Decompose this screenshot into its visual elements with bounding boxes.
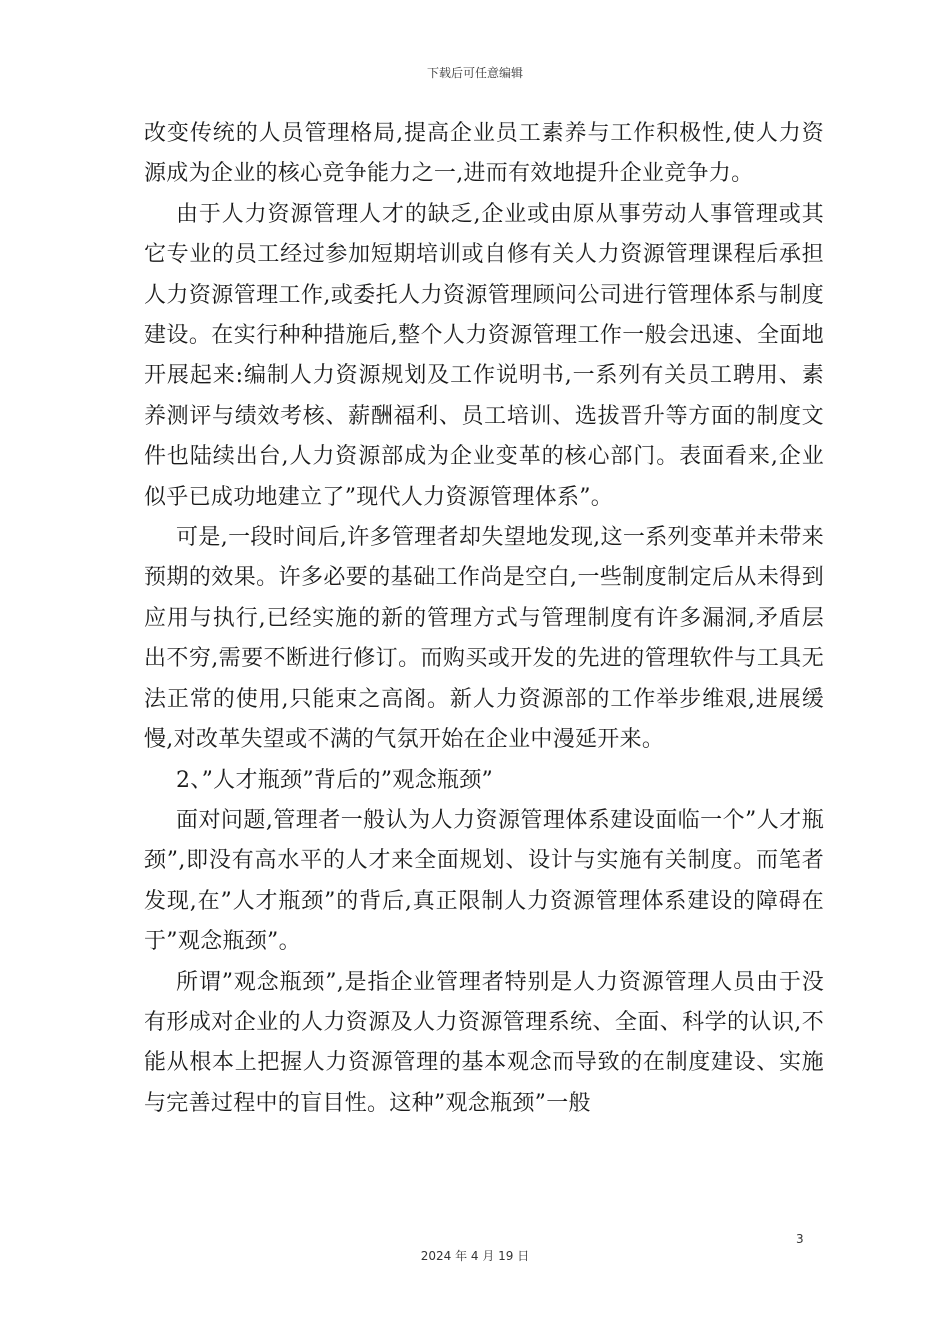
paragraph: 面对问题,管理者一般认为人力资源管理体系建设面临一个”人才瓶颈”,即没有高水平的人才来全面规划、设计与实施有关制度。而笔者发现,在”人才瓶颈”的背后,真正限制人力资源管理体系建设的障碍在于”观念瓶颈”。 xyxy=(144,807,824,955)
paragraph: 由于人力资源管理人才的缺乏,企业或由原从事劳动人事管理或其它专业的员工经过参加短期培训或自修有关人力资源管理课程后承担人力资源管理工作,或委托人力资源管理顾问公司进行管理体系与制度建设。在实行种种措施后,整个人力资源管理工作一般会迅速、全面地开展起来:编制人力资源规划及工作说明书,一系列有关员工聘用、素养测评与绩效考核、薪酬福利、员工培训、选拔晋升等方面的制度文件也陆续出台,人力资源部成为企业变革的核心部门。表面看来,企业似乎已成功地建立了”现代人力资源管理体系”。 xyxy=(144,201,824,510)
document-body xyxy=(144,114,824,1124)
page-number: 3 xyxy=(796,1232,804,1246)
section-heading: 2、”人才瓶颈”背后的”观念瓶颈” xyxy=(176,767,494,793)
page-footer-date: 2024 年 4 月 19 日 xyxy=(420,1249,530,1263)
paragraph: 所谓”观念瓶颈”,是指企业管理者特别是人力资源管理人员由于没有形成对企业的人力资源及人力资源管理系统、全面、科学的认识,不能从根本上把握人力资源管理的基本观念而导致的在制度建设、实施与完善过程中的盲目性。这种”观念瓶颈”一般 xyxy=(144,969,824,1116)
page-header: 下载后可任意编辑 xyxy=(426,66,523,80)
paragraph-continuation: 改变传统的人员管理格局,提高企业员工素养与工作积极性,使人力资源成为企业的核心竞争能力之一,进而有效地提升企业竞争力。 xyxy=(144,121,824,187)
paragraph: 可是,一段时间后,许多管理者却失望地发现,这一系列变革并未带来预期的效果。许多必要的基础工作尚是空白,一些制度制定后从未得到应用与执行,已经实施的新的管理方式与管理制度有许多漏洞,矛盾层出不穷,需要不断进行修订。而购买或开发的先进的管理软件与工具无法正常的使用,只能束之高阁。新人力资源部的工作举步维艰,进展缓慢,对改革失望或不满的气氛开始在企业中漫延开来。 xyxy=(144,525,824,753)
